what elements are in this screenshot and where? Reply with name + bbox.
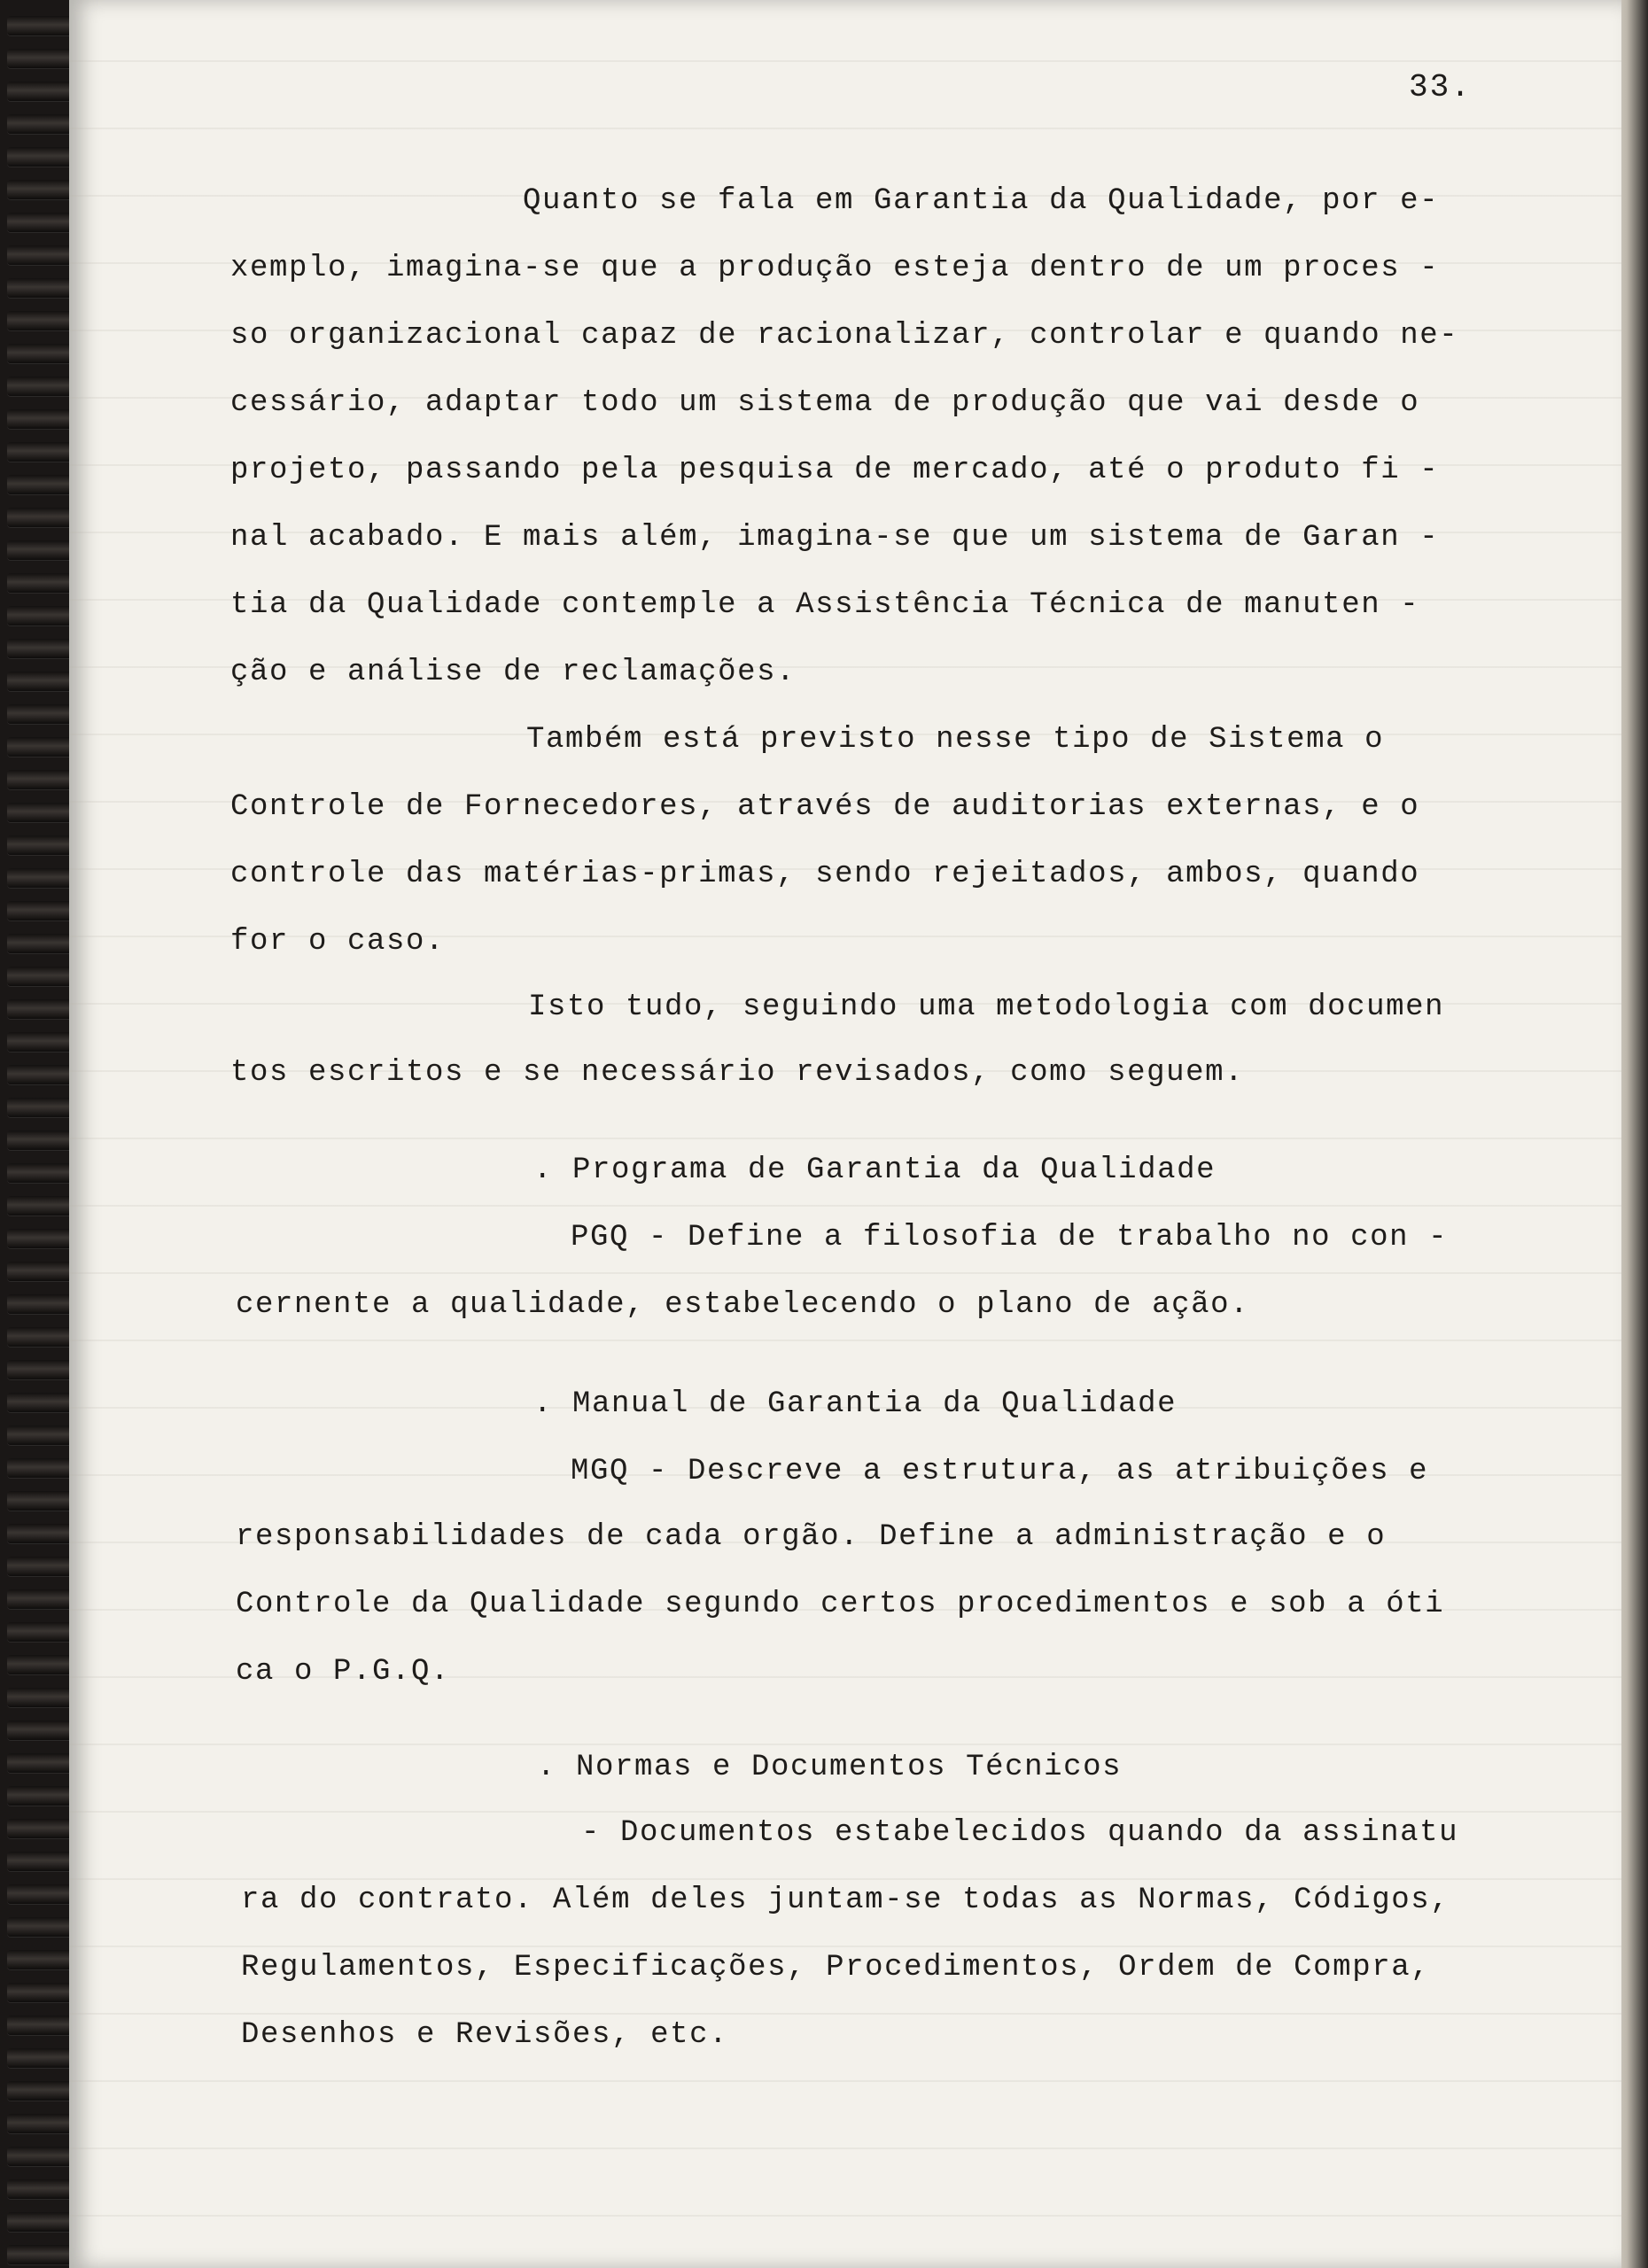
item-mgq-title: . Manual de Garantia da Qualidade: [533, 1387, 1178, 1421]
paragraph-2-line-1: Também está previsto nesse tipo de Sistema o: [526, 723, 1385, 757]
item-normas-line-1: - Documentos estabelecidos quando da assinatu: [581, 1816, 1459, 1850]
paragraph-2-line-2: Controle de Fornecedores, através de auditorias externas, e o: [230, 790, 1420, 824]
item-normas-line-3: Regulamentos, Especificações, Procedimentos, Ordem de Compra,: [241, 1951, 1431, 1984]
paragraph-1-line-2: xemplo, imagina-se que a produção esteja dentro de um proces -: [230, 252, 1440, 285]
paragraph-1-line-8: ção e análise de reclamações.: [230, 656, 797, 689]
document-page: [69, 0, 1621, 2268]
paragraph-1-line-7: tia da Qualidade contemple a Assistência Técnica de manuten -: [230, 588, 1420, 622]
item-normas-line-2: ra do contrato. Além deles juntam-se todas as Normas, Códigos,: [241, 1884, 1450, 1917]
item-mgq-line-4: ca o P.G.Q.: [236, 1655, 451, 1689]
item-mgq-line-1: MGQ - Descreve a estrutura, as atribuições e: [571, 1455, 1429, 1488]
paragraph-1-line-3: so organizacional capaz de racionalizar, controlar e quando ne-: [230, 319, 1459, 353]
paragraph-2-line-3: controle das matérias-primas, sendo rejeitados, ambos, quando: [230, 858, 1420, 891]
item-pgq-line-1: PGQ - Define a filosofia de trabalho no con -: [571, 1221, 1449, 1254]
paragraph-1-line-1: Quanto se fala em Garantia da Qualidade, por e-: [523, 184, 1440, 218]
item-normas-line-4: Desenhos e Revisões, etc.: [241, 2018, 729, 2052]
page-number: 33.: [1409, 69, 1472, 105]
paragraph-3-line-1: Isto tudo, seguindo uma metodologia com documen: [528, 990, 1445, 1024]
item-mgq-line-3: Controle da Qualidade segundo certos procedimentos e sob a óti: [236, 1588, 1445, 1621]
item-mgq-line-2: responsabilidades de cada orgão. Define a administração e o: [236, 1520, 1387, 1554]
item-pgq-line-2: cernente a qualidade, estabelecendo o plano de ação.: [236, 1288, 1250, 1322]
paragraph-1-line-5: projeto, passando pela pesquisa de mercado, até o produto fi -: [230, 454, 1440, 487]
item-normas-title: . Normas e Documentos Técnicos: [537, 1751, 1123, 1784]
paragraph-2-line-4: for o caso.: [230, 925, 446, 959]
paragraph-1-line-4: cessário, adaptar todo um sistema de produção que vai desde o: [230, 386, 1420, 420]
paragraph-1-line-6: nal acabado. E mais além, imagina-se que um sistema de Garan -: [230, 521, 1440, 555]
item-pgq-title: . Programa de Garantia da Qualidade: [533, 1153, 1217, 1187]
paragraph-3-line-2: tos escritos e se necessário revisados, como seguem.: [230, 1056, 1245, 1090]
